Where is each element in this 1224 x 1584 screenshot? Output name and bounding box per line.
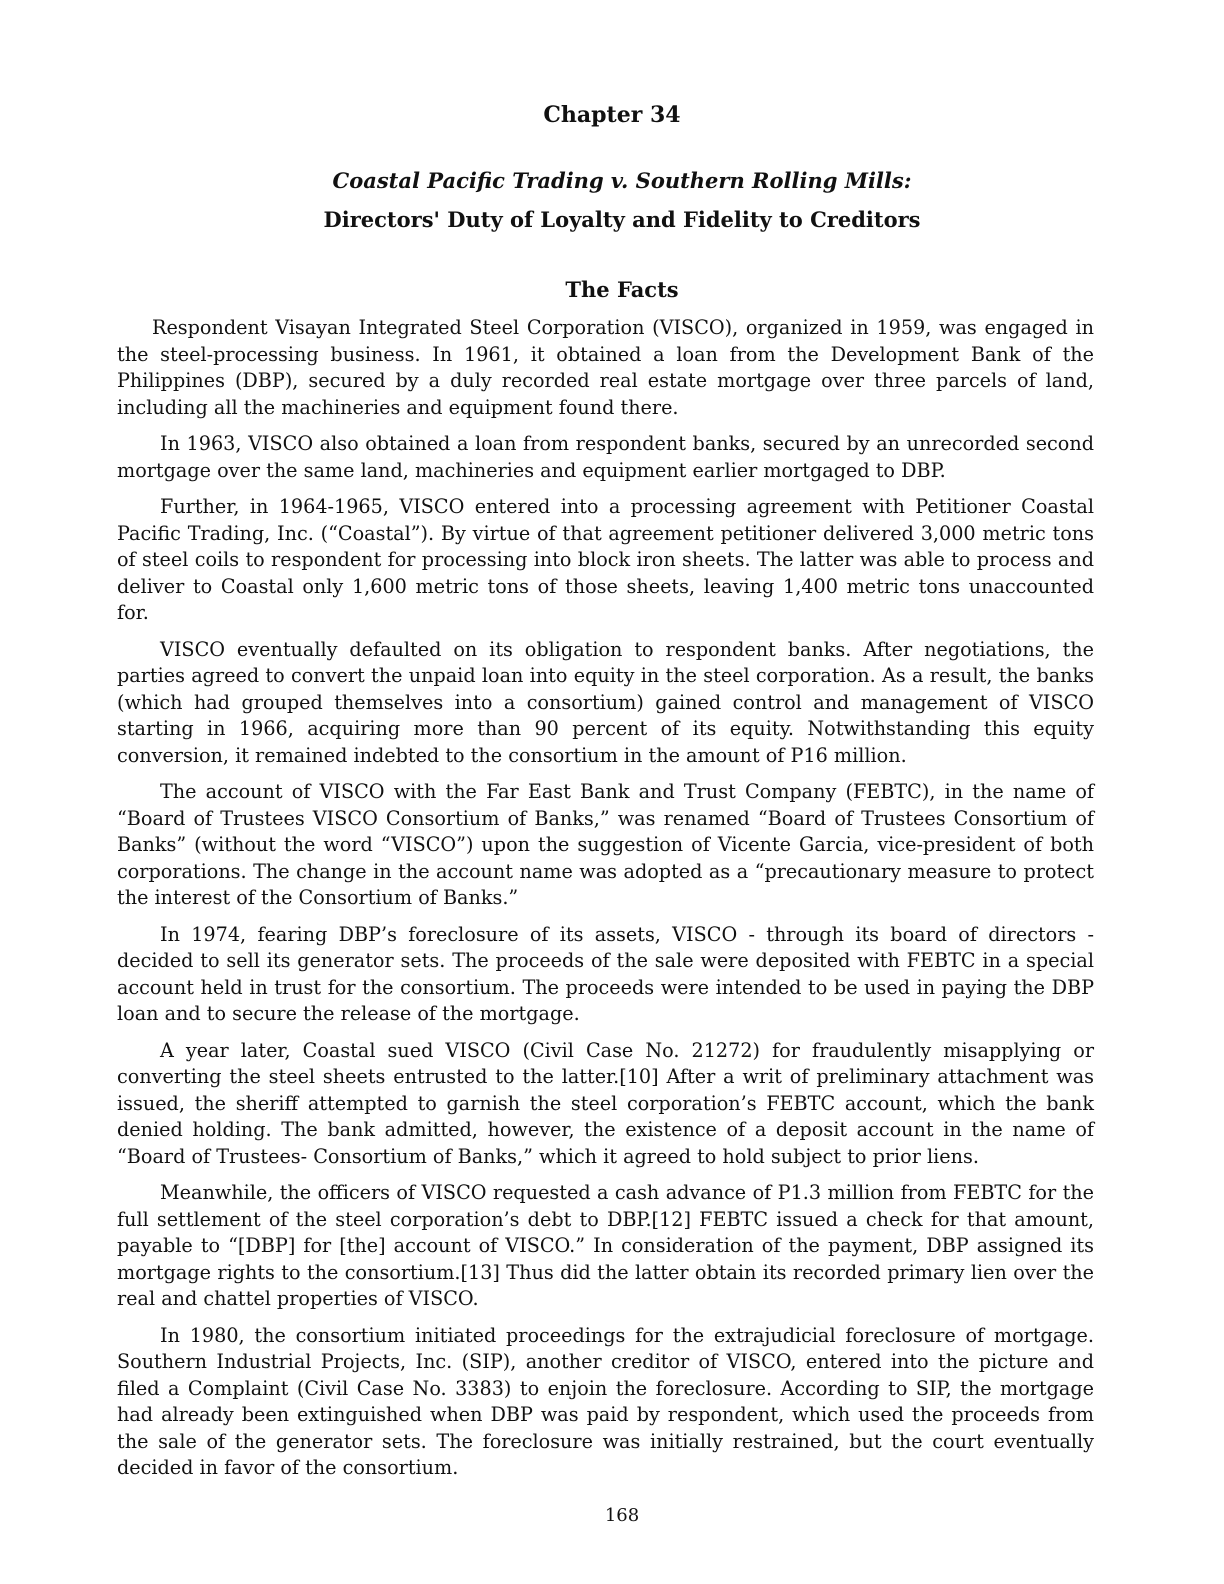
paragraph-6: In 1974, fearing DBP’s foreclosure of its assets, VISCO - through its board of directors - decided to sell its generator sets. The proceeds of the sale were deposited with FEBTC in a special account held in trust for the consortium. The proceeds were intended to be used in paying the DBP loan and to secure the release of the mortgage. bbox=[117, 922, 1094, 1025]
chapter-subtitle: Directors' Duty of Loyalty and Fidelity to Creditors bbox=[323, 207, 921, 232]
paragraph-3: Further, in 1964-1965, VISCO entered into a processing agreement with Petitioner Coastal Pacific Trading, Inc. (“Coastal”). By virtue of that agreement petitioner delivered 3,000 metric tons of steel coils to respondent for processing into block iron sheets. The latter was able to process and deliver to Coastal only 1,600 metric tons of those sheets, leaving 1,400 metric tons unaccounted for. bbox=[117, 495, 1094, 624]
paragraph-7: A year later, Coastal sued VISCO (Civil Case No. 21272) for fraudulently misapplying or converting the steel sheets entrusted to the latter.[10] After a writ of preliminary attachment was issued, the sheriff attempted to garnish the steel corporation’s FEBTC account, which the bank denied holding. The bank admitted, however, the existence of a deposit account in the name of “Board of Trustees- Consortium of Banks,” which it agreed to hold subject to prior liens. bbox=[117, 1038, 1094, 1168]
chapter-heading: Chapter 34 bbox=[543, 102, 681, 128]
paragraph-4: VISCO eventually defaulted on its obligation to respondent banks. After negotiations, the parties agreed to convert the unpaid loan into equity in the steel corporation. As a result, the banks (which had grouped themselves into a consortium) gained control and management of VISCO starting in 1966, acquiring more than 90 percent of its equity. Notwithstanding this equity conversion, it remained indebted to the consortium in the amount of P16 million. bbox=[117, 637, 1094, 767]
case-title: Coastal Pacific Trading v. Southern Rolling Mills: bbox=[332, 168, 912, 193]
paragraph-2: In 1963, VISCO also obtained a loan from respondent banks, secured by an unrecorded second mortgage over the same land, machineries and equipment earlier mortgaged to DBP. bbox=[117, 432, 1094, 482]
body-text bbox=[117, 315, 1094, 1492]
paragraph-9: In 1980, the consortium initiated proceedings for the extrajudicial foreclosure of mortgage. Southern Industrial Projects, Inc. (SIP), another creditor of VISCO, entered into the picture and filed a Complaint (Civil Case No. 3383) to enjoin the foreclosure. According to SIP, the mortgage had already been extinguished when DBP was paid by respondent, which used the proceeds from the sale of the generator sets. The foreclosure was initially restrained, but the court eventually decided in favor of the consortium. bbox=[117, 1323, 1094, 1479]
paragraph-8: Meanwhile, the officers of VISCO requested a cash advance of P1.3 million from FEBTC for the full settlement of the steel corporation’s debt to DBP.[12] FEBTC issued a check for that amount, payable to “[DBP] for [the] account of VISCO.” In consideration of the payment, DBP assigned its mortgage rights to the consortium.[13] Thus did the latter obtain its recorded primary lien over the real and chattel properties of VISCO. bbox=[117, 1181, 1094, 1310]
section-heading: The Facts bbox=[565, 277, 679, 302]
paragraph-1: Respondent Visayan Integrated Steel Corporation (VISCO), organized in 1959, was engaged in the steel-processing business. In 1961, it obtained a loan from the Development Bank of the Philippines (DBP), secured by a duly recorded real estate mortgage over three parcels of land, including all the machineries and equipment found there. bbox=[117, 316, 1094, 419]
paragraph-5: The account of VISCO with the Far East Bank and Trust Company (FEBTC), in the name of “Board of Trustees VISCO Consortium of Banks,” was renamed “Board of Trustees Consortium of Banks” (without the word “VISCO”) upon the suggestion of Vicente Garcia, vice-president of both corporations. The change in the account name was adopted as a “precautionary measure to protect the interest of the Consortium of Banks.” bbox=[117, 780, 1094, 909]
page-number: 168 bbox=[604, 1505, 640, 1526]
